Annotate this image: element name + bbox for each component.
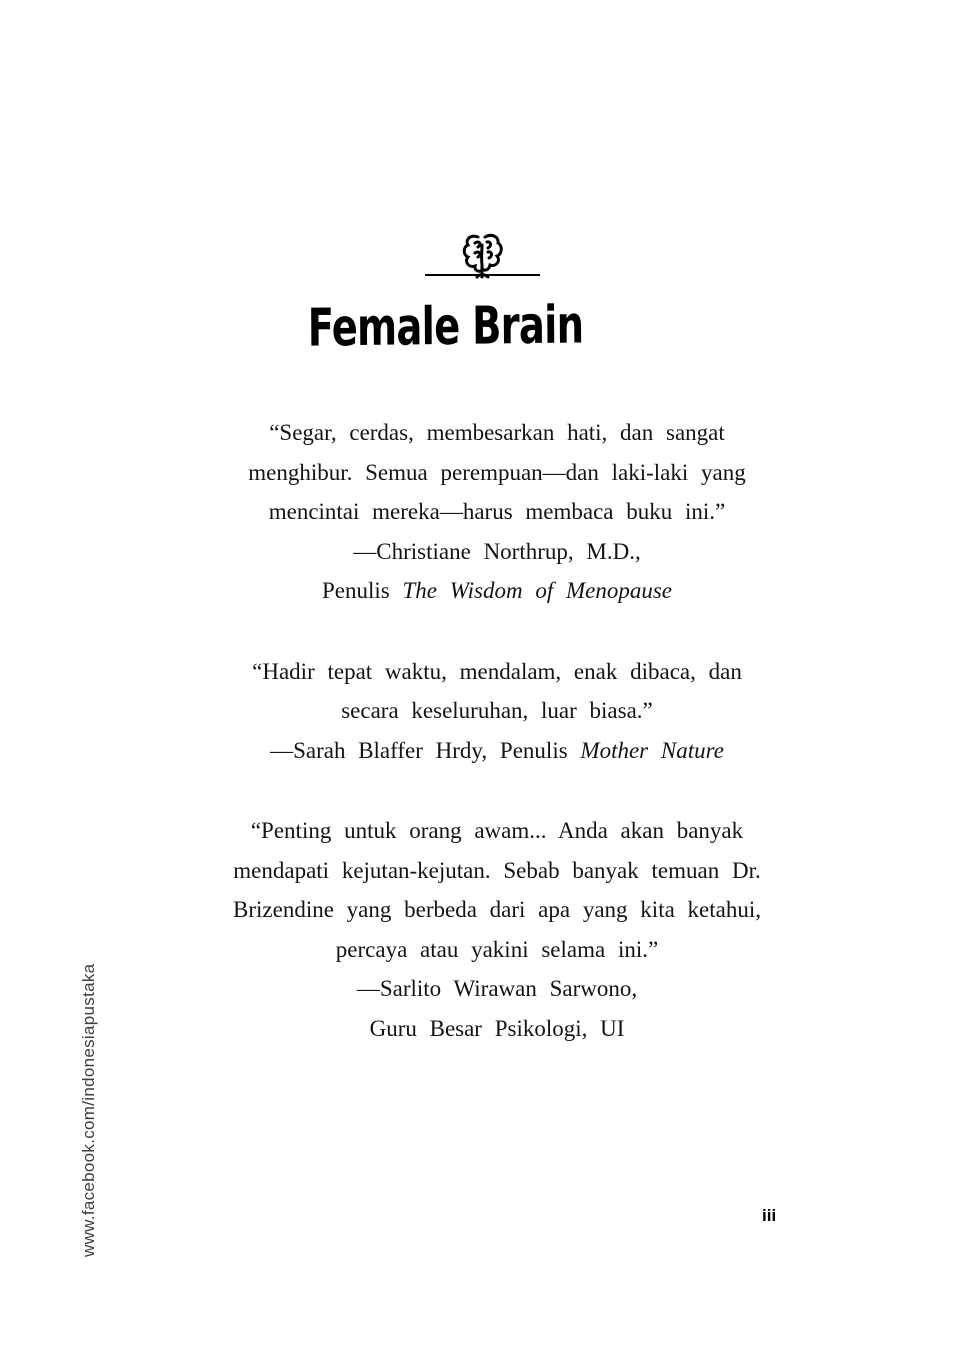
watermark-url: www.facebook.com/indonesiapustaka — [79, 963, 98, 1257]
attribution-prefix: —Sarah Blaffer Hrdy, Penulis — [270, 737, 568, 763]
quote-line: “Segar, cerdas, membesarkan hati, dan sangat — [269, 420, 725, 445]
quote-line: “Penting untuk orang awam... Anda akan banyak — [250, 818, 744, 843]
ornament-rule — [425, 274, 540, 276]
quote-line: menghibur. Semua perempuan—dan laki-laki yang — [248, 459, 746, 485]
praise-quotes — [172, 413, 822, 1048]
quote-hrdy — [172, 652, 822, 771]
page-number: iii — [762, 1206, 777, 1225]
quote-attribution — [172, 731, 822, 771]
quote-sarwono — [172, 811, 822, 1048]
quote-line: secara keseluruhan, luar biasa.” — [341, 698, 653, 723]
brain-scribble-icon — [461, 232, 505, 287]
credit-prefix: Penulis — [322, 578, 390, 603]
page-title: Female Brain — [307, 295, 584, 359]
credit-work-title: The Wisdom of Menopause — [402, 578, 672, 603]
quote-line: mendapati kejutan-kejutan. Sebab banyak temuan Dr. — [233, 857, 761, 883]
quote-credit — [172, 571, 822, 611]
quote-attribution: —Sarlito Wirawan Sarwono, — [356, 976, 638, 1001]
quote-credit: Guru Besar Psikologi, UI — [369, 1015, 625, 1041]
quote-northrup — [172, 413, 822, 611]
quote-line: percaya atau yakini selama ini.” — [335, 936, 659, 962]
credit-work-title: Mother Nature — [580, 737, 724, 763]
quote-line: “Hadir tepat waktu, mendalam, enak dibaca, dan — [252, 658, 742, 684]
quote-line: Brizendine yang berbeda dari apa yang kita ketahui, — [233, 897, 761, 922]
quote-line: mencintai mereka—harus membaca buku ini.” — [268, 499, 726, 524]
quote-attribution: —Christiane Northrup, M.D., — [353, 538, 641, 564]
